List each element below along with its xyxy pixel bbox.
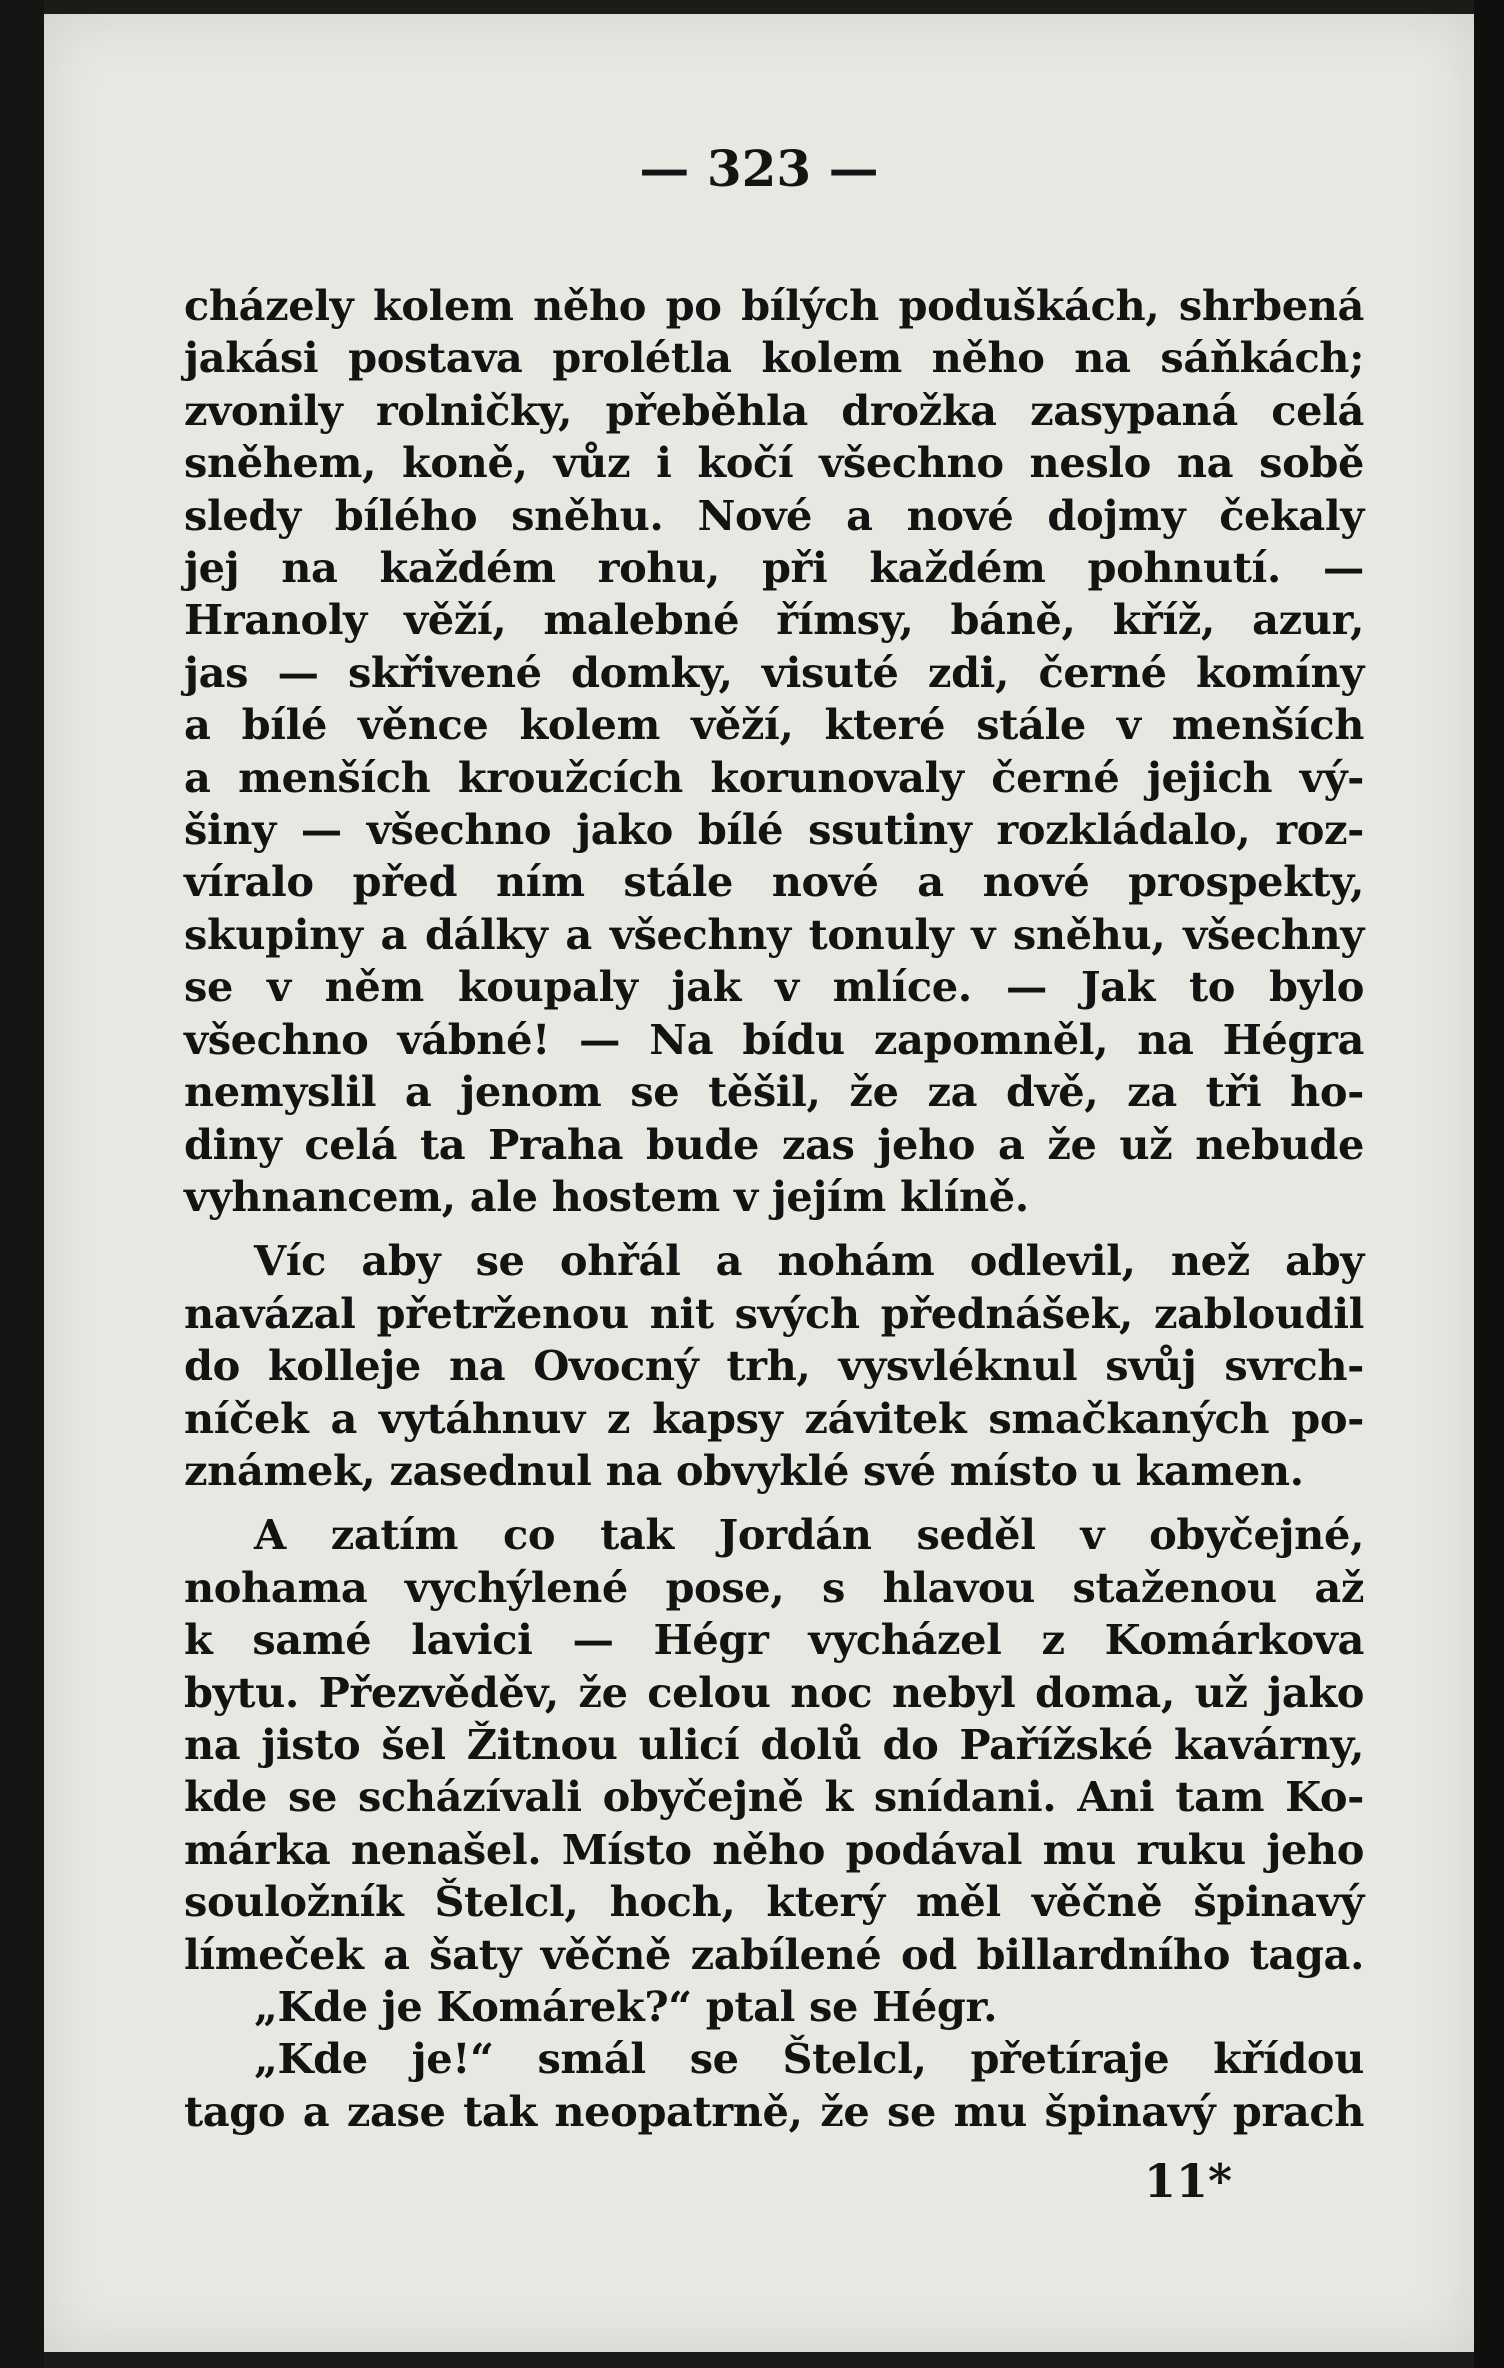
text-line: jakási postava prolétla kolem něho na sáňkách; bbox=[184, 333, 1364, 383]
page-number: — 323 — bbox=[639, 139, 879, 198]
text-line: a menších kroužcích korunovaly černé jejich vý- bbox=[184, 752, 1364, 802]
text-line: šiny — všechno jako bílé ssutiny rozkládalo, roz- bbox=[184, 805, 1364, 855]
text-line: Víc aby se ohřál a nohám odlevil, než aby bbox=[254, 1236, 1364, 1286]
text-line: víralo před ním stále nové a nové prospekty, bbox=[184, 857, 1364, 907]
text-line: na jisto šel Žitnou ulicí dolů do Pařížské kavárny, bbox=[184, 1719, 1364, 1769]
text-line: do kolleje na Ovocný trh, vysvléknul svůj svrch- bbox=[184, 1341, 1364, 1391]
text-line: límeček a šaty věčně zabílené od billardního taga. bbox=[184, 1929, 1364, 1979]
text-line: jej na každém rohu, při každém pohnutí. — bbox=[184, 543, 1364, 593]
text-line: sněhem, koně, vůz i kočí všechno neslo na sobě bbox=[184, 438, 1364, 488]
text-line: nohama vychýlené pose, s hlavou staženou až bbox=[184, 1562, 1364, 1612]
text-line: sledy bílého sněhu. Nové a nové dojmy čekaly bbox=[184, 490, 1364, 540]
text-line: cházely kolem něho po bílých poduškách, shrbená bbox=[184, 281, 1364, 330]
text-line: A zatím co tak Jordán seděl v obyčejné, bbox=[254, 1510, 1364, 1560]
text-line: známek, zasednul na obvyklé své místo u kamen. bbox=[184, 1445, 1304, 1495]
text-line: diny celá ta Praha bude zas jeho a že už nebude bbox=[184, 1119, 1364, 1169]
text-line: níček a vytáhnuv z kapsy závitek smačkaných po- bbox=[184, 1393, 1364, 1443]
page-edge bbox=[1474, 0, 1504, 2368]
book-page bbox=[44, 14, 1474, 2352]
text-line: skupiny a dálky a všechny tonuly v sněhu, všechny bbox=[184, 909, 1364, 959]
text-line: a bílé věnce kolem věží, které stále v menších bbox=[184, 700, 1364, 750]
text-line: souložník Štelcl, hoch, který měl věčně špinavý bbox=[184, 1877, 1364, 1927]
text-line: „Kde je Komárek?“ ptal se Hégr. bbox=[254, 1982, 998, 2031]
text-line: jas — skřivené domky, visuté zdi, černé komíny bbox=[184, 647, 1364, 697]
text-line: tago a zase tak neopatrně, že se mu špinavý prach bbox=[184, 2086, 1364, 2136]
book-spine bbox=[0, 0, 44, 2368]
text-line: kde se scházívali obyčejně k snídani. Ani tam Ko- bbox=[184, 1772, 1364, 1822]
text-line: „Kde je!“ smál se Štelcl, přetíraje křídou bbox=[254, 2034, 1364, 2084]
body-text bbox=[184, 280, 1364, 2138]
text-line: se v něm koupaly jak v mlíce. — Jak to bylo bbox=[184, 962, 1364, 1012]
text-line: všechno vábné! — Na bídu zapomněl, na Hégra bbox=[184, 1014, 1364, 1064]
text-line: k samé lavici — Hégr vycházel z Komárkova bbox=[184, 1615, 1364, 1665]
text-line: zvonily rolničky, přeběhla drožka zasypaná celá bbox=[184, 385, 1364, 435]
text-line: bytu. Přezvěděv, že celou noc nebyl doma, už jako bbox=[184, 1667, 1364, 1717]
text-line: vyhnancem, ale hostem v jejím klíně. bbox=[184, 1171, 1029, 1221]
text-line: nemyslil a jenom se těšil, že za dvě, za tři ho- bbox=[184, 1067, 1364, 1117]
text-line: márka nenašel. Místo něho podával mu ruku jeho bbox=[184, 1824, 1364, 1874]
signature-mark: 11* bbox=[1144, 2154, 1233, 2208]
text-line: Hranoly věží, malebné římsy, báně, kříž, azur, bbox=[184, 595, 1364, 645]
text-line: navázal přetrženou nit svých přednášek, zabloudil bbox=[184, 1288, 1364, 1338]
